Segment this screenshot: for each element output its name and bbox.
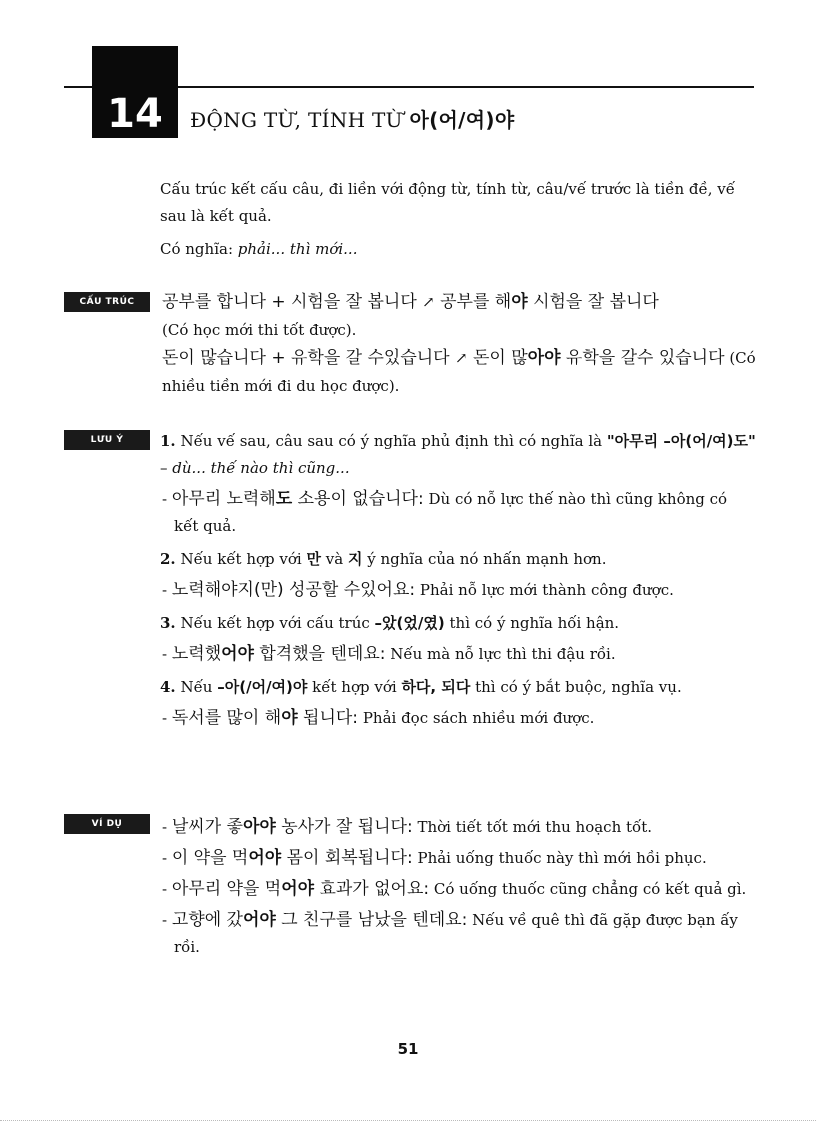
note-item-4: 4. Nếu –아(/어/여)야 kết hợp với 하다, 되다 thì có ý bắt buộc, nghĩa vụ. [160,678,682,696]
meaning-value: phải... thì mới... [237,240,358,258]
structure-line-1-vi: (Có học mới thi tốt được). [162,321,357,339]
intro-section [160,176,754,263]
chapter-number: 14 [107,91,163,137]
structure-line-2: 돈이 많습니다 + 유학을 갈 수있습니다 ↗ 돈이 많아야 유학을 갈수 있습니다 (Có nhiều tiền mới đi du học được). [162,348,756,395]
intro-text: Cấu trúc kết cấu câu, đi liền với động từ, tính từ, câu/vế trước là tiền đề, vế sau là kết quả. [160,180,735,225]
structure-line-2-vi: (Có nhiều tiền mới đi du học được). [162,349,756,395]
note-item-3: 3. Nếu kết hợp với cấu trúc –았(었/였) thì có ý nghĩa hối hận. [160,614,620,632]
example-item: - 이 약을 먹어야 몸이 회복됩니다: Phải uống thuốc này thì mới hồi phục. [162,848,707,868]
note-label: LƯU Ý [64,430,150,450]
note-example-3: - 노력했어야 합격했을 텐데요: Nếu mà nỗ lực thì thi đậu rồi. [162,644,616,664]
example-item: - 고향에 갔어야 그 친구를 남났을 텐데요: Nếu về quê thì đã gặp được bạn ấy rồi. [162,910,738,956]
chapter-number-badge [92,46,178,138]
structure-label: CẤU TRÚC [64,292,150,312]
note-item-1: 1. Nếu vế sau, câu sau có ý nghĩa phủ định thì có nghĩa là "아무리 –아(어/여)도" – dù... thế nào thì cũng... [160,432,756,477]
chapter-title [190,104,514,133]
notes-section [160,428,756,732]
note-item-2: 2. Nếu kết hợp với 만 và 지 ý nghĩa của nó nhấn mạnh hơn. [160,550,607,568]
arrow-icon: ↗ [422,293,435,311]
example-label: VÍ DỤ [64,814,150,834]
chapter-title-vi: ĐỘNG TỪ, TÍNH TỪ [190,108,403,132]
note-example-4: - 독서를 많이 해야 됩니다: Phải đọc sách nhiều mới được. [162,708,595,728]
arrow-icon: ↗ [455,349,468,367]
example-item: - 날씨가 좋아야 농사가 잘 됩니다: Thời tiết tốt mới thu hoạch tốt. [162,817,652,837]
page-number: 51 [397,1040,419,1058]
note-example-1: - 아무리 노력해도 소용이 없습니다: Dù có nỗ lực thế nào thì cũng không có kết quả. [162,489,728,535]
meaning-line [160,236,754,263]
meaning-label: Có nghĩa: [160,240,233,258]
chapter-title-ko: 아(어/여)야 [409,108,515,132]
structure-line-1: 공부를 합니다 + 시험을 잘 봅니다 ↗ 공부를 해야 시험을 잘 봅니다 [162,292,659,312]
bottom-dotted-rule [0,1120,816,1121]
note-example-2: - 노력해야지(만) 성공할 수있어요: Phải nỗ lực mới thành công được. [162,580,674,600]
example-item: - 아무리 약을 먹어야 효과가 없어요: Có uống thuốc cũng chẳng có kết quả gì. [162,879,747,899]
examples-section [160,814,756,965]
structure-section [162,288,756,400]
